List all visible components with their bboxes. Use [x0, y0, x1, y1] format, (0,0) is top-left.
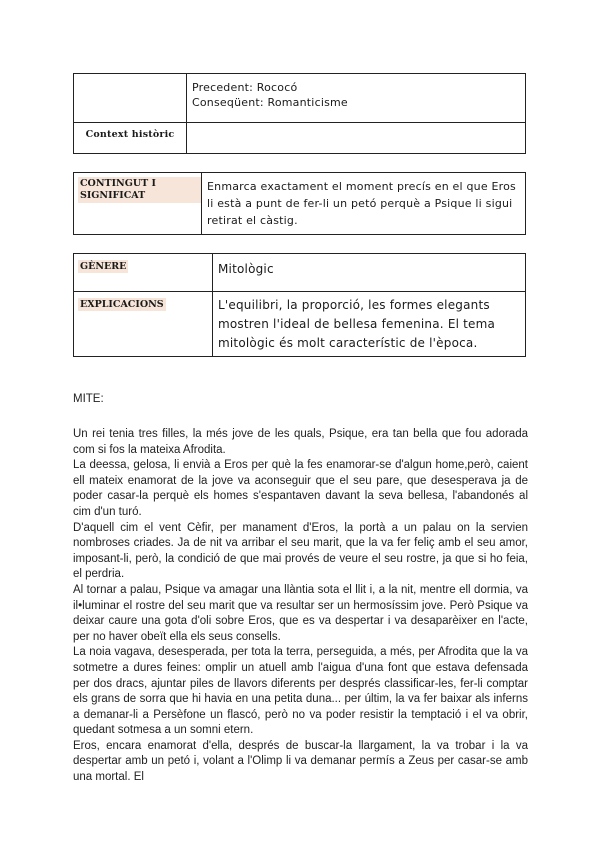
myth-paragraph: La deessa, gelosa, li envià a Eros per què la fes enamorar-se d'algun home,però, caient ell mateix enamorat de la jove va aconseguir que el seu pare, que desesperava ja de poder casar-la perquè els homes s'espantaven davant la seva bellesa, l'abandonés al cim d'un turó.	[73, 459, 528, 518]
explanations-label: EXPLICACIONS	[80, 299, 164, 310]
explanations-label-cell	[74, 292, 213, 357]
context-values-cell	[187, 74, 526, 123]
myth-paragraph: Al tornar a palau, Psique va amagar una llàntia sota el llit i, a la nit, mentre ell dormia, va il•luminar el rostre del seu marit que va resultar ser un hermosíssim jove. Però Psique va deixar caure una gota d'oli sobre Eros, que es va despertar i va desaparèixer en l'acte, per no haver obeït ella els seus consells.	[73, 583, 528, 643]
content-label: CONTINGUT I SIGNIFICAT	[78, 177, 201, 203]
content-label-cell	[74, 173, 202, 235]
myth-paragraph: D'aquell cim el vent Cèfir, per manament d'Eros, la portà a un palau on la servien nombroses criades. Ja de nit va arribar el seu marit, que la va fer feliç amb el seu amor, imposant-li, però, la condició de que mai provés de veure el seu rostre, ja que si ho feia, el perdria.	[73, 521, 528, 581]
content-text: Enmarca exactament el moment precís en el que Eros li està a punt de fer-li un petó perquè a Psique li sigui retirat el càstig.	[202, 173, 526, 235]
myth-paragraph: La noia vagava, desesperada, per tota la terra, perseguida, a més, per Afrodita que la va sotmetre a dures feines: omplir un atuell amb l'aigua d'una font que estava defensada per dos dracs, ajuntar piles de llavors diferents per després classificar-les, fer-li comptar els grans de sorra que hi havia en una petita duna... per últim, la va fer baixar als inferns a demanar-li a Persèfone un flascó, però no va poder resistir la temptació i el va obrir, quedant sotmesa a un somni etern.	[73, 646, 528, 737]
myth-paragraph: Eros, encara enamorat d'ella, després de buscar-la llargament, la va trobar i la va despertar amb un petó i, volant a l'Olimp li va demanar permís a Zeus per casar-se amb una mortal. El	[73, 739, 528, 784]
myth-body	[73, 427, 528, 786]
myth-paragraph: Un rei tenia tres filles, la més jove de les quals, Psique, era tan bella que fou adorada com si fos la mateixa Afrodita.	[73, 428, 528, 456]
context-empty-cell	[74, 74, 187, 123]
genre-label: GÈNERE	[80, 261, 127, 272]
myth-heading: MITE:	[73, 393, 104, 405]
explanations-text: L'equilibri, la proporció, les formes elegants mostren l'ideal de bellesa femenina. El tema mitològic és molt característic de l'època.	[213, 292, 526, 357]
genre-label-cell	[74, 254, 213, 292]
context-label: Context històric	[74, 123, 187, 154]
precedent-text: Precedent: Rococó	[192, 81, 298, 94]
content-table	[73, 172, 526, 235]
genre-value: Mitològic	[213, 254, 526, 292]
context-empty-value-cell	[187, 123, 526, 154]
context-table	[73, 73, 526, 154]
genre-table	[73, 253, 526, 357]
consequent-text: Conseqüent: Romanticisme	[192, 96, 348, 109]
